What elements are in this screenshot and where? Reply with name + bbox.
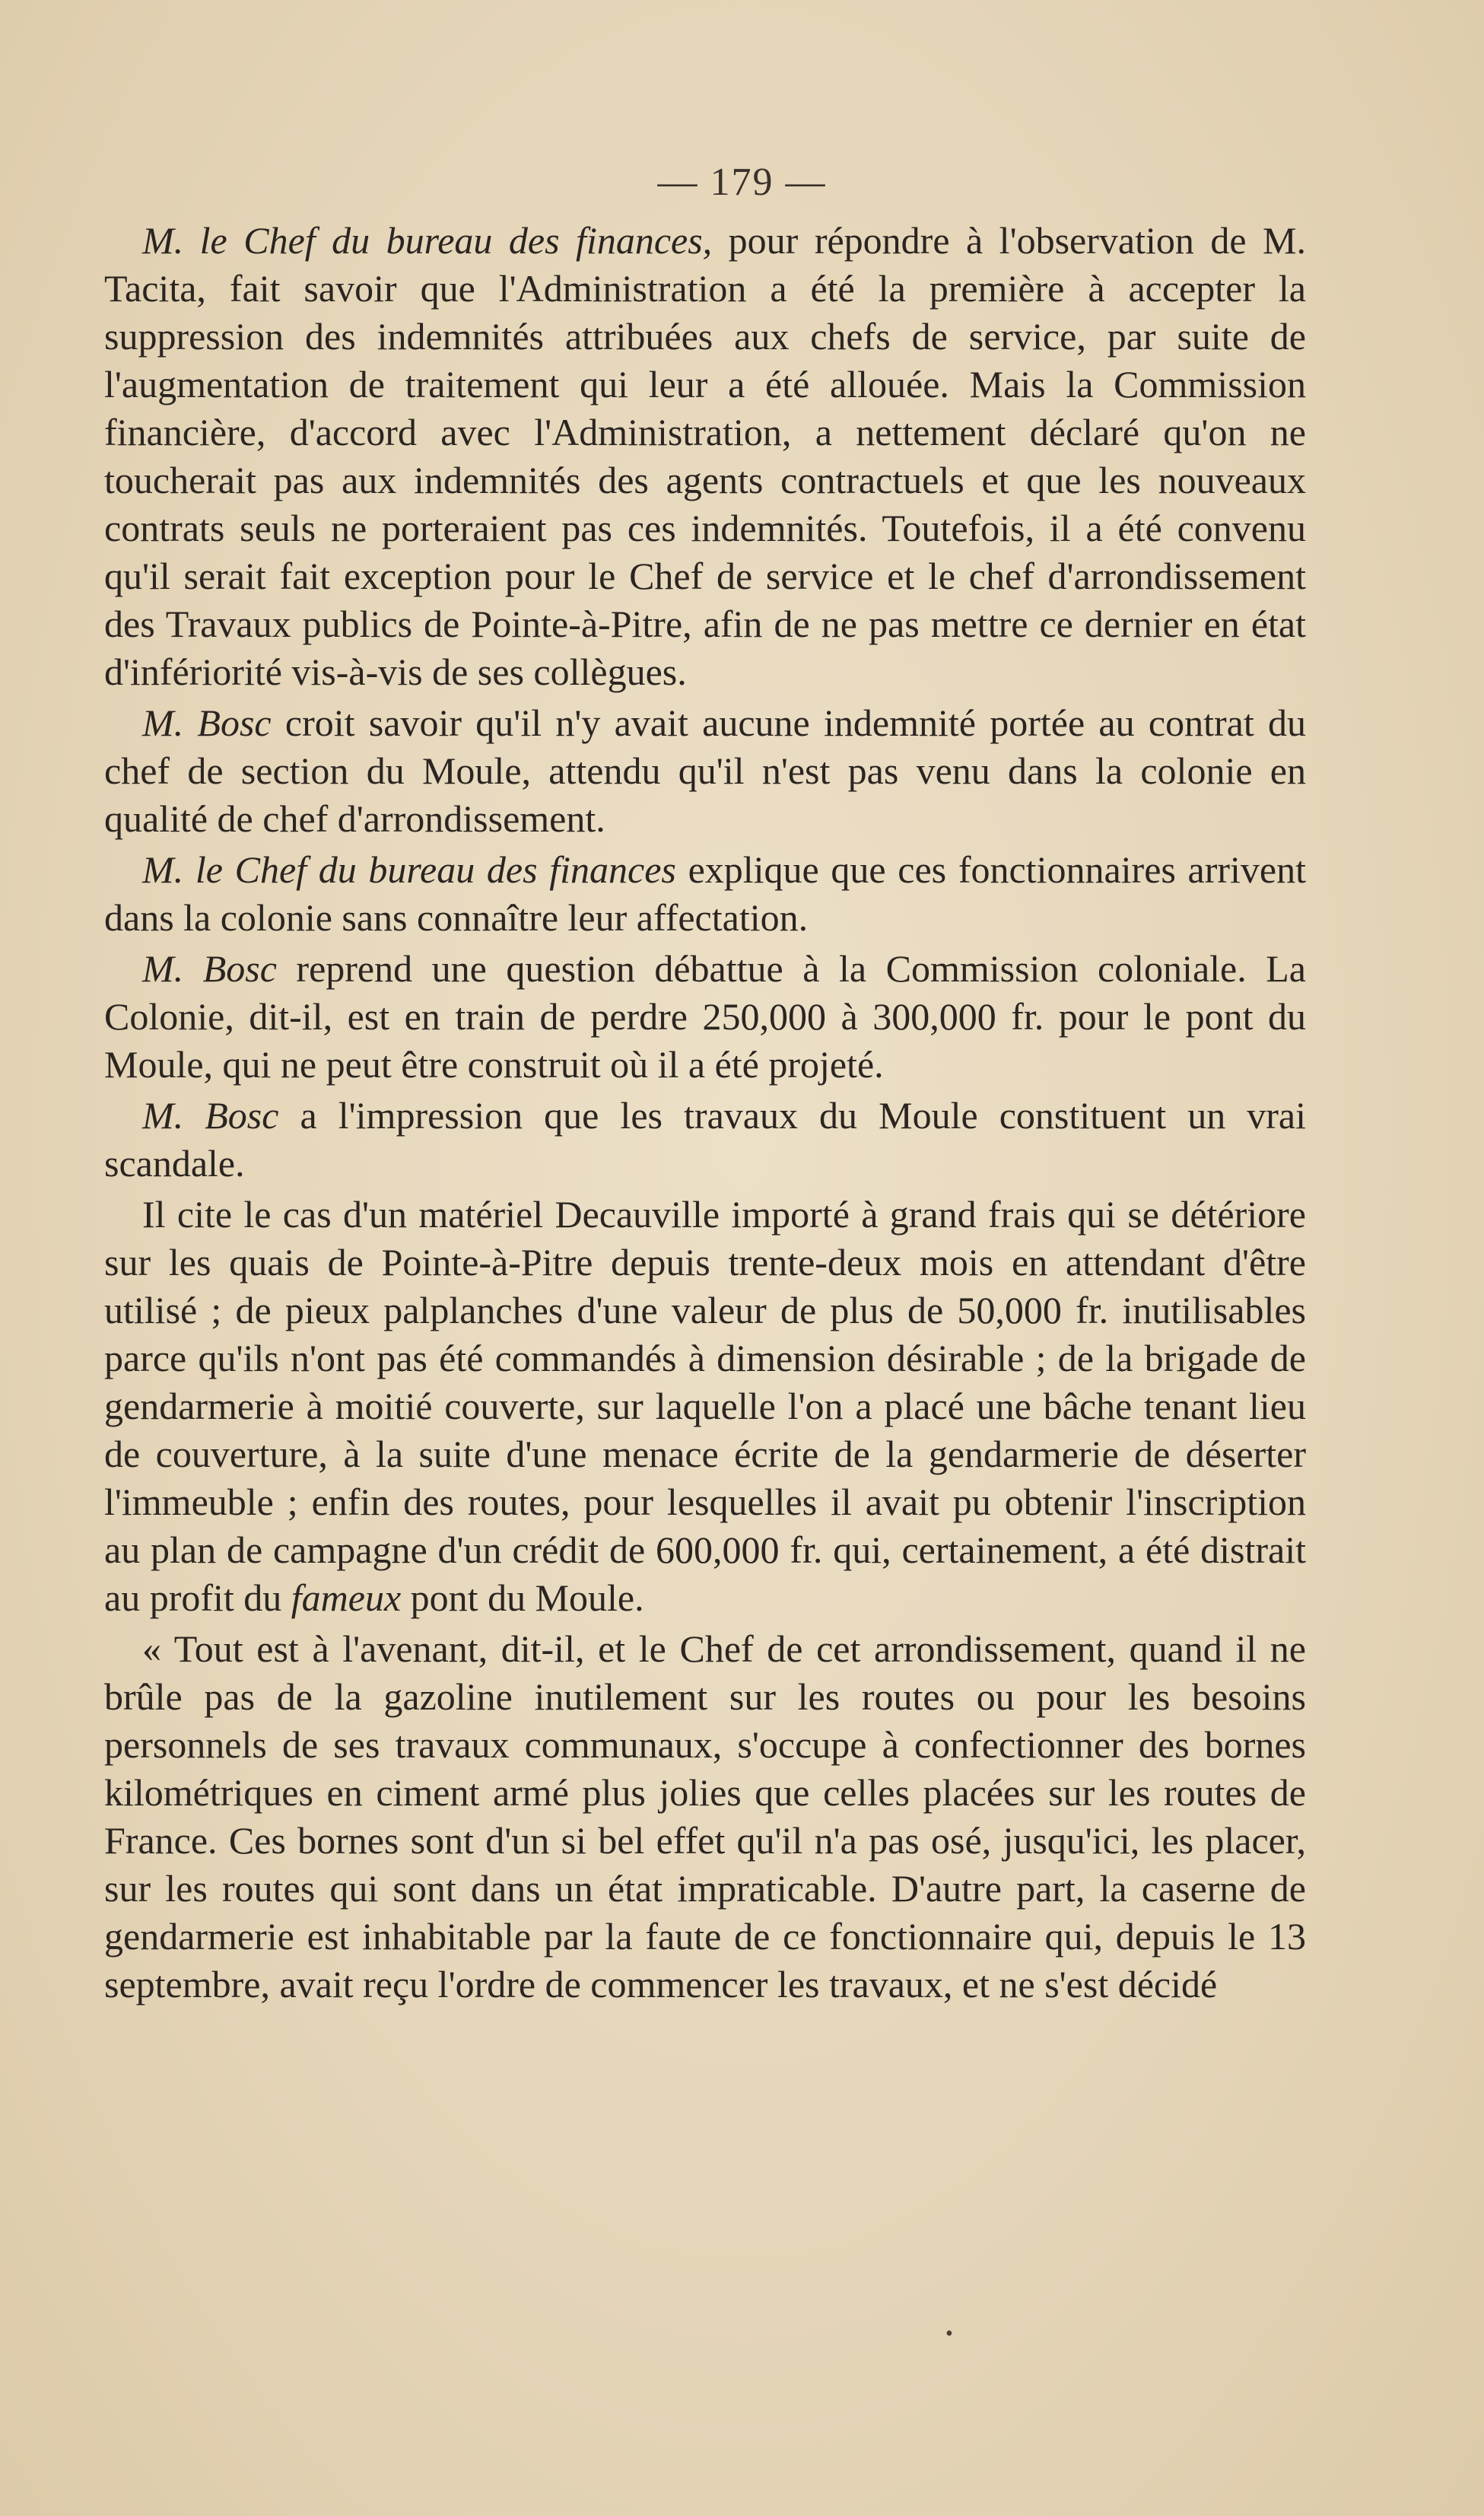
footer-mark: • <box>945 2322 953 2346</box>
paragraph-text: explique que ces fonctionnaires arrivent dans la colonie sans connaître leur affectation. <box>104 848 1306 939</box>
paragraph <box>104 699 1306 843</box>
paragraph <box>104 1625 1306 2009</box>
speaker-name: M. Bosc <box>142 701 272 744</box>
paragraph-text: pour répondre à l'observation de M. Tacita, fait savoir que l'Administration a été la première à accepter la suppression des indemnités attribuées aux chefs de service, par suite de l'augmentation de traitement qui leur a été allouée. Mais la Commission financière, d'accord avec l'Administration, a nettement déclaré qu'on ne toucherait pas aux indemnités des agents contractuels et que les nouveaux contrats seuls ne porteraient pas ces indemnités. Toutefois, il a été convenu qu'il serait fait exception pour le Chef de service et le chef d'arrondissement des Travaux publics de Pointe-à-Pitre, afin de ne pas mettre ce dernier en état d'infériorité vis-à-vis de ses collègues. <box>104 219 1306 693</box>
paragraph-tail: pont du Moule. <box>401 1576 644 1619</box>
speaker-name: M. Bosc <box>142 947 277 990</box>
paragraph-text: « Tout est à l'avenant, dit-il, et le Chef de cet arrondissement, quand il ne brûle pas de la gazoline inutilement sur les routes ou pour les besoins personnels de ses travaux communaux, s'occupe à confectionner des bornes kilométriques en ciment armé plus jolies que celles placées sur les routes de France. Ces bornes sont d'un si bel effet qu'il n'a pas osé, jusqu'ici, les placer, sur les routes qui sont dans un état impraticable. D'autre part, la caserne de gendarmerie est inhabitable par la faute de ce fonctionnaire qui, depuis le 13 septembre, avait reçu l'ordre de commencer les travaux, et ne s'est décidé <box>104 1627 1306 2005</box>
page-number: — 179 — <box>657 161 827 204</box>
body-text <box>104 217 1306 2012</box>
speaker-name: M. le Chef du bureau des finances <box>142 848 676 891</box>
speaker-name: M. le Chef du bureau des finances, <box>142 219 713 262</box>
paragraph <box>104 217 1306 696</box>
paragraph <box>104 1092 1306 1188</box>
speaker-name: M. Bosc <box>142 1094 279 1137</box>
paragraph-text: a l'impression que les travaux du Moule constituent un vrai scandale. <box>104 1094 1307 1185</box>
paragraph <box>104 945 1306 1089</box>
emphasis-word: fameux <box>291 1576 402 1619</box>
paragraph <box>104 1191 1306 1622</box>
paragraph-text: croit savoir qu'il n'y avait aucune indemnité portée au contrat du chef de section du Moule, attendu qu'il n'est pas venu dans la colonie en qualité de chef d'arrondissement. <box>104 701 1307 840</box>
paragraph <box>104 846 1306 942</box>
paragraph-text: Il cite le cas d'un matériel Decauville importé à grand frais qui se détériore sur les quais de Pointe-à-Pitre depuis trente-deux mois en attendant d'être utilisé ; de pieux palplanches d'une valeur de plus de 50,000 fr. inutilisables parce qu'ils n'ont pas été commandés à dimension désirable ; de la brigade de gendarmerie à moitié couverte, sur laquelle l'on a placé une bâche tenant lieu de couverture, à la suite d'une menace écrite de la gendarmerie de déserter l'immeuble ; enfin des routes, pour lesquelles il avait pu obtenir l'inscription au plan de campagne d'un crédit de 600,000 fr. qui, certainement, a été distrait au profit du <box>104 1193 1306 1619</box>
paragraph-text: reprend une question débattue à la Commission coloniale. La Colonie, dit-il, est en train de perdre 250,000 à 300,000 fr. pour le pont du Moule, qui ne peut être construit où il a été projeté. <box>104 947 1306 1086</box>
